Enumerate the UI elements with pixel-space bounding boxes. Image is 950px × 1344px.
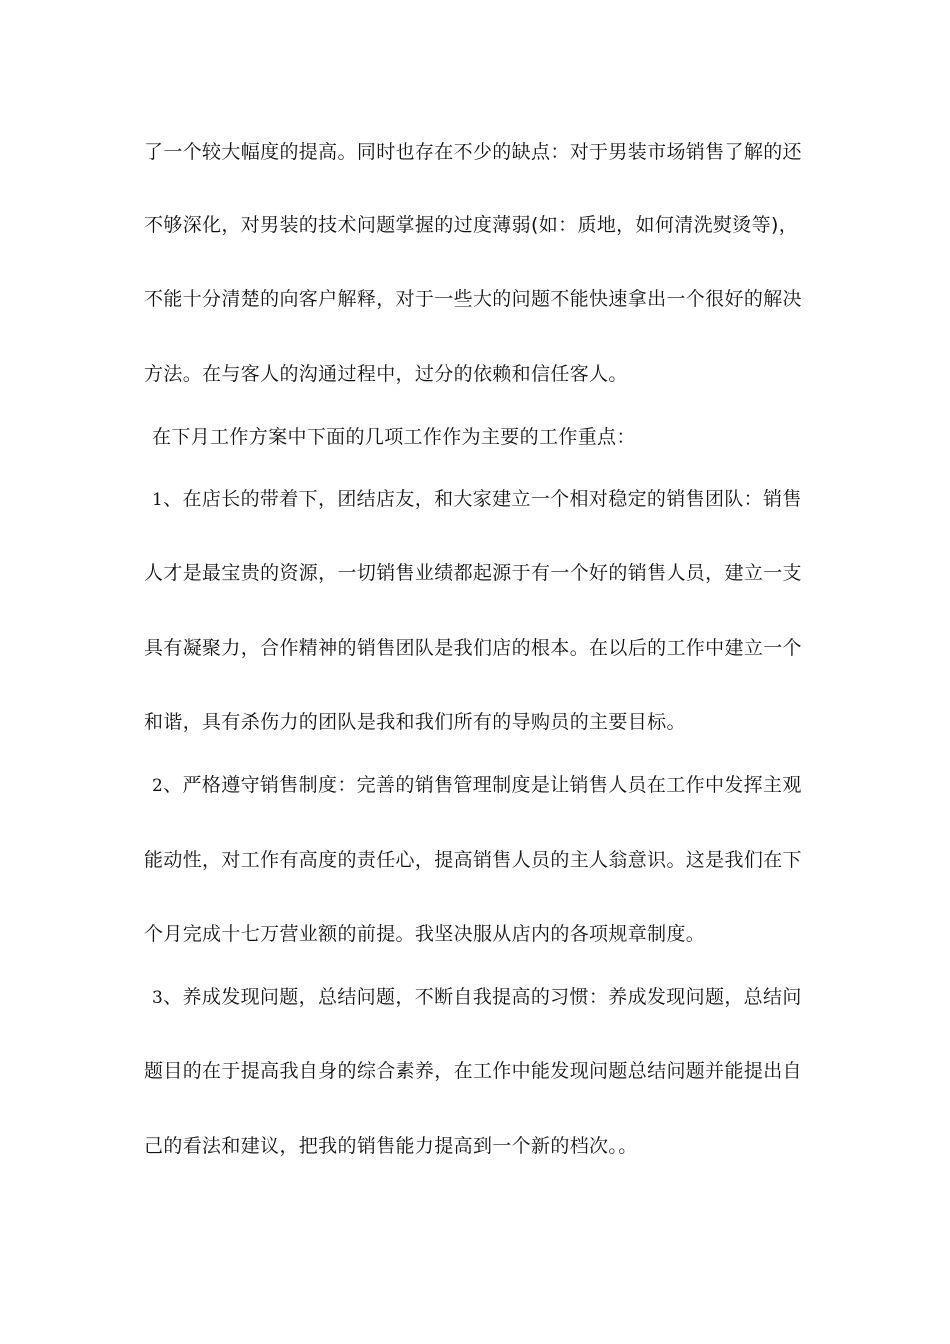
section-intro-line: 在下月工作方案中下面的几项工作作为主要的工作重点： [152,426,636,448]
list-item-number: 1 [152,490,164,510]
list-item-text: 、在店长的带着下，团结店友，和大家建立一个相对稳定的销售团队：销售 [163,488,802,510]
paragraph-line: 了一个较大幅度的提高。同时也存在不少的缺点：对于男装市场销售了解的还 [144,141,802,163]
paragraph-line: 题目的在于提高我自身的综合素养，在工作中能发现问题总结问题并能提出自 [144,1060,802,1082]
list-item-3-first-line [152,985,812,1010]
list-item-number: 2 [152,776,164,796]
paragraph-line: 能动性，对工作有高度的责任心，提高销售人员的主人翁意识。这是我们在下 [144,849,802,871]
paragraph-line: 和谐，具有杀伤力的团队是我和我们所有的导购员的主要目标。 [144,711,686,733]
list-item-text: 、严格遵守销售制度：完善的销售管理制度是让销售人员在工作中发挥主观 [163,774,802,796]
paragraph-line: 人才是最宝贵的资源，一切销售业绩都起源于有一个好的销售人员，建立一支 [144,562,802,584]
list-item-2-first-line [152,773,812,798]
paragraph-line: 不能十分清楚的向客户解释，对于一些大的问题不能快速拿出一个很好的解决 [144,288,802,310]
paragraph-line: 个月完成十七万营业额的前提。我坚决服从店内的各项规章制度。 [144,923,706,945]
paragraph-line: 方法。在与客人的沟通过程中，过分的依赖和信任客人。 [144,363,628,385]
paragraph-line: 不够深化，对男装的技术问题掌握的过度薄弱(如：质地，如何清洗熨烫等)， [144,214,799,236]
list-item-number: 3 [152,988,164,1008]
paragraph-line: 己的看法和建议，把我的销售能力提高到一个新的档次。。 [144,1135,638,1157]
paragraph-line: 具有凝聚力，合作精神的销售团队是我们店的根本。在以后的工作中建立一个 [144,637,802,659]
list-item-1-first-line [152,487,812,512]
list-item-text: 、养成发现问题，总结问题，不断自我提高的习惯：养成发现问题，总结问 [163,986,802,1008]
